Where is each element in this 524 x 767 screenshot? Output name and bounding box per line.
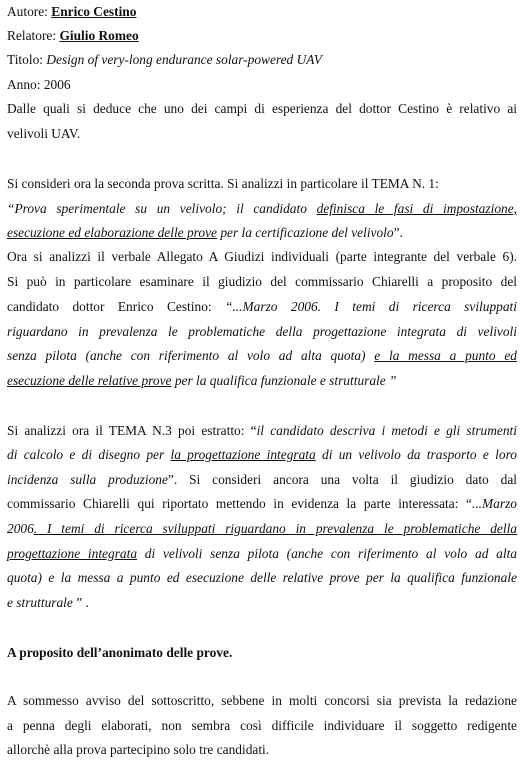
p2-line-6 [7,299,517,315]
p3-line-6 [7,546,517,562]
underlined-quote: progettazione integrata [7,546,138,561]
anno-line [7,77,71,93]
quote-text: il candidato descriva i metodi e gli strumenti [256,423,517,438]
quote-close: ”. [393,225,403,240]
p4-line-2: a penna degli elaborati, non sembra così difficile individuare il soggetto redigente [7,718,517,733]
quote-text: per la certificazione del velivolo [216,225,394,240]
underlined-quote: . I temi di ricerca sviluppati riguardano in prevalenza le problematiche della [33,521,517,536]
p3-line-5 [7,521,517,537]
quote-text: “...Marzo 2006. I temi di ricerca sviluppati [225,299,517,314]
text: candidato dottor Enrico Cestino: [7,299,226,314]
anno-label: Anno: [7,77,41,92]
underlined-quote: definisca le fasi di impostazione, [316,201,517,216]
text: ”. Si consideri ancora una volta il giudizio dato dal [167,472,517,487]
p2-line-7: riguardano in prevalenza le problematiche della progettazione integrata di velivoli [7,324,517,339]
p2-line-8 [7,348,517,364]
quote-text: per la qualifica funzionale e strutturale ” [171,373,397,388]
text: Si analizzi ora il TEMA N.3 poi estratto: “ [7,423,257,438]
quote-text: “Prova sperimentale su un velivolo; il candidato [7,201,317,216]
underlined-quote: e la messa a punto ed [374,348,517,363]
underlined-quote: esecuzione delle relative prove [7,373,172,388]
relatore-label: Relatore: [7,28,57,43]
section-heading: A proposito dell’anonimato delle prove. [7,645,233,660]
titolo-line [7,52,322,68]
quote-text: di calcolo e di disegno per [7,447,171,462]
titolo-value: Design of very-long endurance solar-powered UAV [46,52,322,67]
quote-text: senza pilota (anche con riferimento al volo ad alta quota) [7,348,375,363]
quote-text: di un velivolo da trasporto e loro [315,447,517,462]
p2-line-2 [7,201,517,217]
underlined-quote: la progettazione integrata [170,447,316,462]
quote-text: ...Marzo [471,496,517,511]
p1-line-2: velivoli UAV. [7,126,81,141]
p3-line-4 [7,496,517,512]
p2-line-3 [7,225,403,241]
underlined-quote: esecuzione ed elaborazione delle prove [7,225,217,240]
quote-text: 2006 [7,521,34,536]
text: commissario Chiarelli qui riportato mettendo in evidenza la parte interessata: “ [7,496,472,511]
p3-line-1 [7,423,517,439]
p3-line-8 [7,595,89,611]
quote-text: incidenza sulla produzione [7,472,168,487]
p4-line-3: allorchè alla prova partecipino solo tre candidati. [7,742,270,757]
p4-line-1: A sommesso avviso del sottoscritto, sebbene in molti concorsi sia prevista la redazione [7,693,517,708]
p3-line-2 [7,447,517,463]
autore-label: Autore: [7,4,48,19]
quote-close: ” . [72,595,89,610]
p2-line-5: Si può in particolare esaminare il giudizio del commissario Chiarelli a proposito del [7,274,517,289]
autore-line [7,4,136,20]
p1-line-1: Dalle quali si deduce che uno dei campi di esperienza del dottor Cestino è relativo ai [7,101,517,116]
relatore-line [7,28,139,44]
quote-text: di velivoli senza pilota (anche con riferimento al volo ad alta [137,546,518,561]
p3-line-3 [7,472,517,488]
anno-value: 2006 [43,77,71,92]
autore-value: Enrico Cestino [51,4,137,19]
p3-line-7: quota) e la messa a punto ed esecuzione delle relative prove per la qualifica funzionale [7,570,517,585]
titolo-label: Titolo: [7,52,43,67]
p2-line-1: Si consideri ora la seconda prova scritta. Si analizzi in particolare il TEMA N. 1: [7,176,439,191]
relatore-value: Giulio Romeo [59,28,139,43]
p2-line-4: Ora si analizzi il verbale Allegato A Giudizi individuali (parte integrante del verbale 6). [7,249,517,264]
quote-text: e strutturale [7,595,73,610]
p2-line-9 [7,373,397,389]
